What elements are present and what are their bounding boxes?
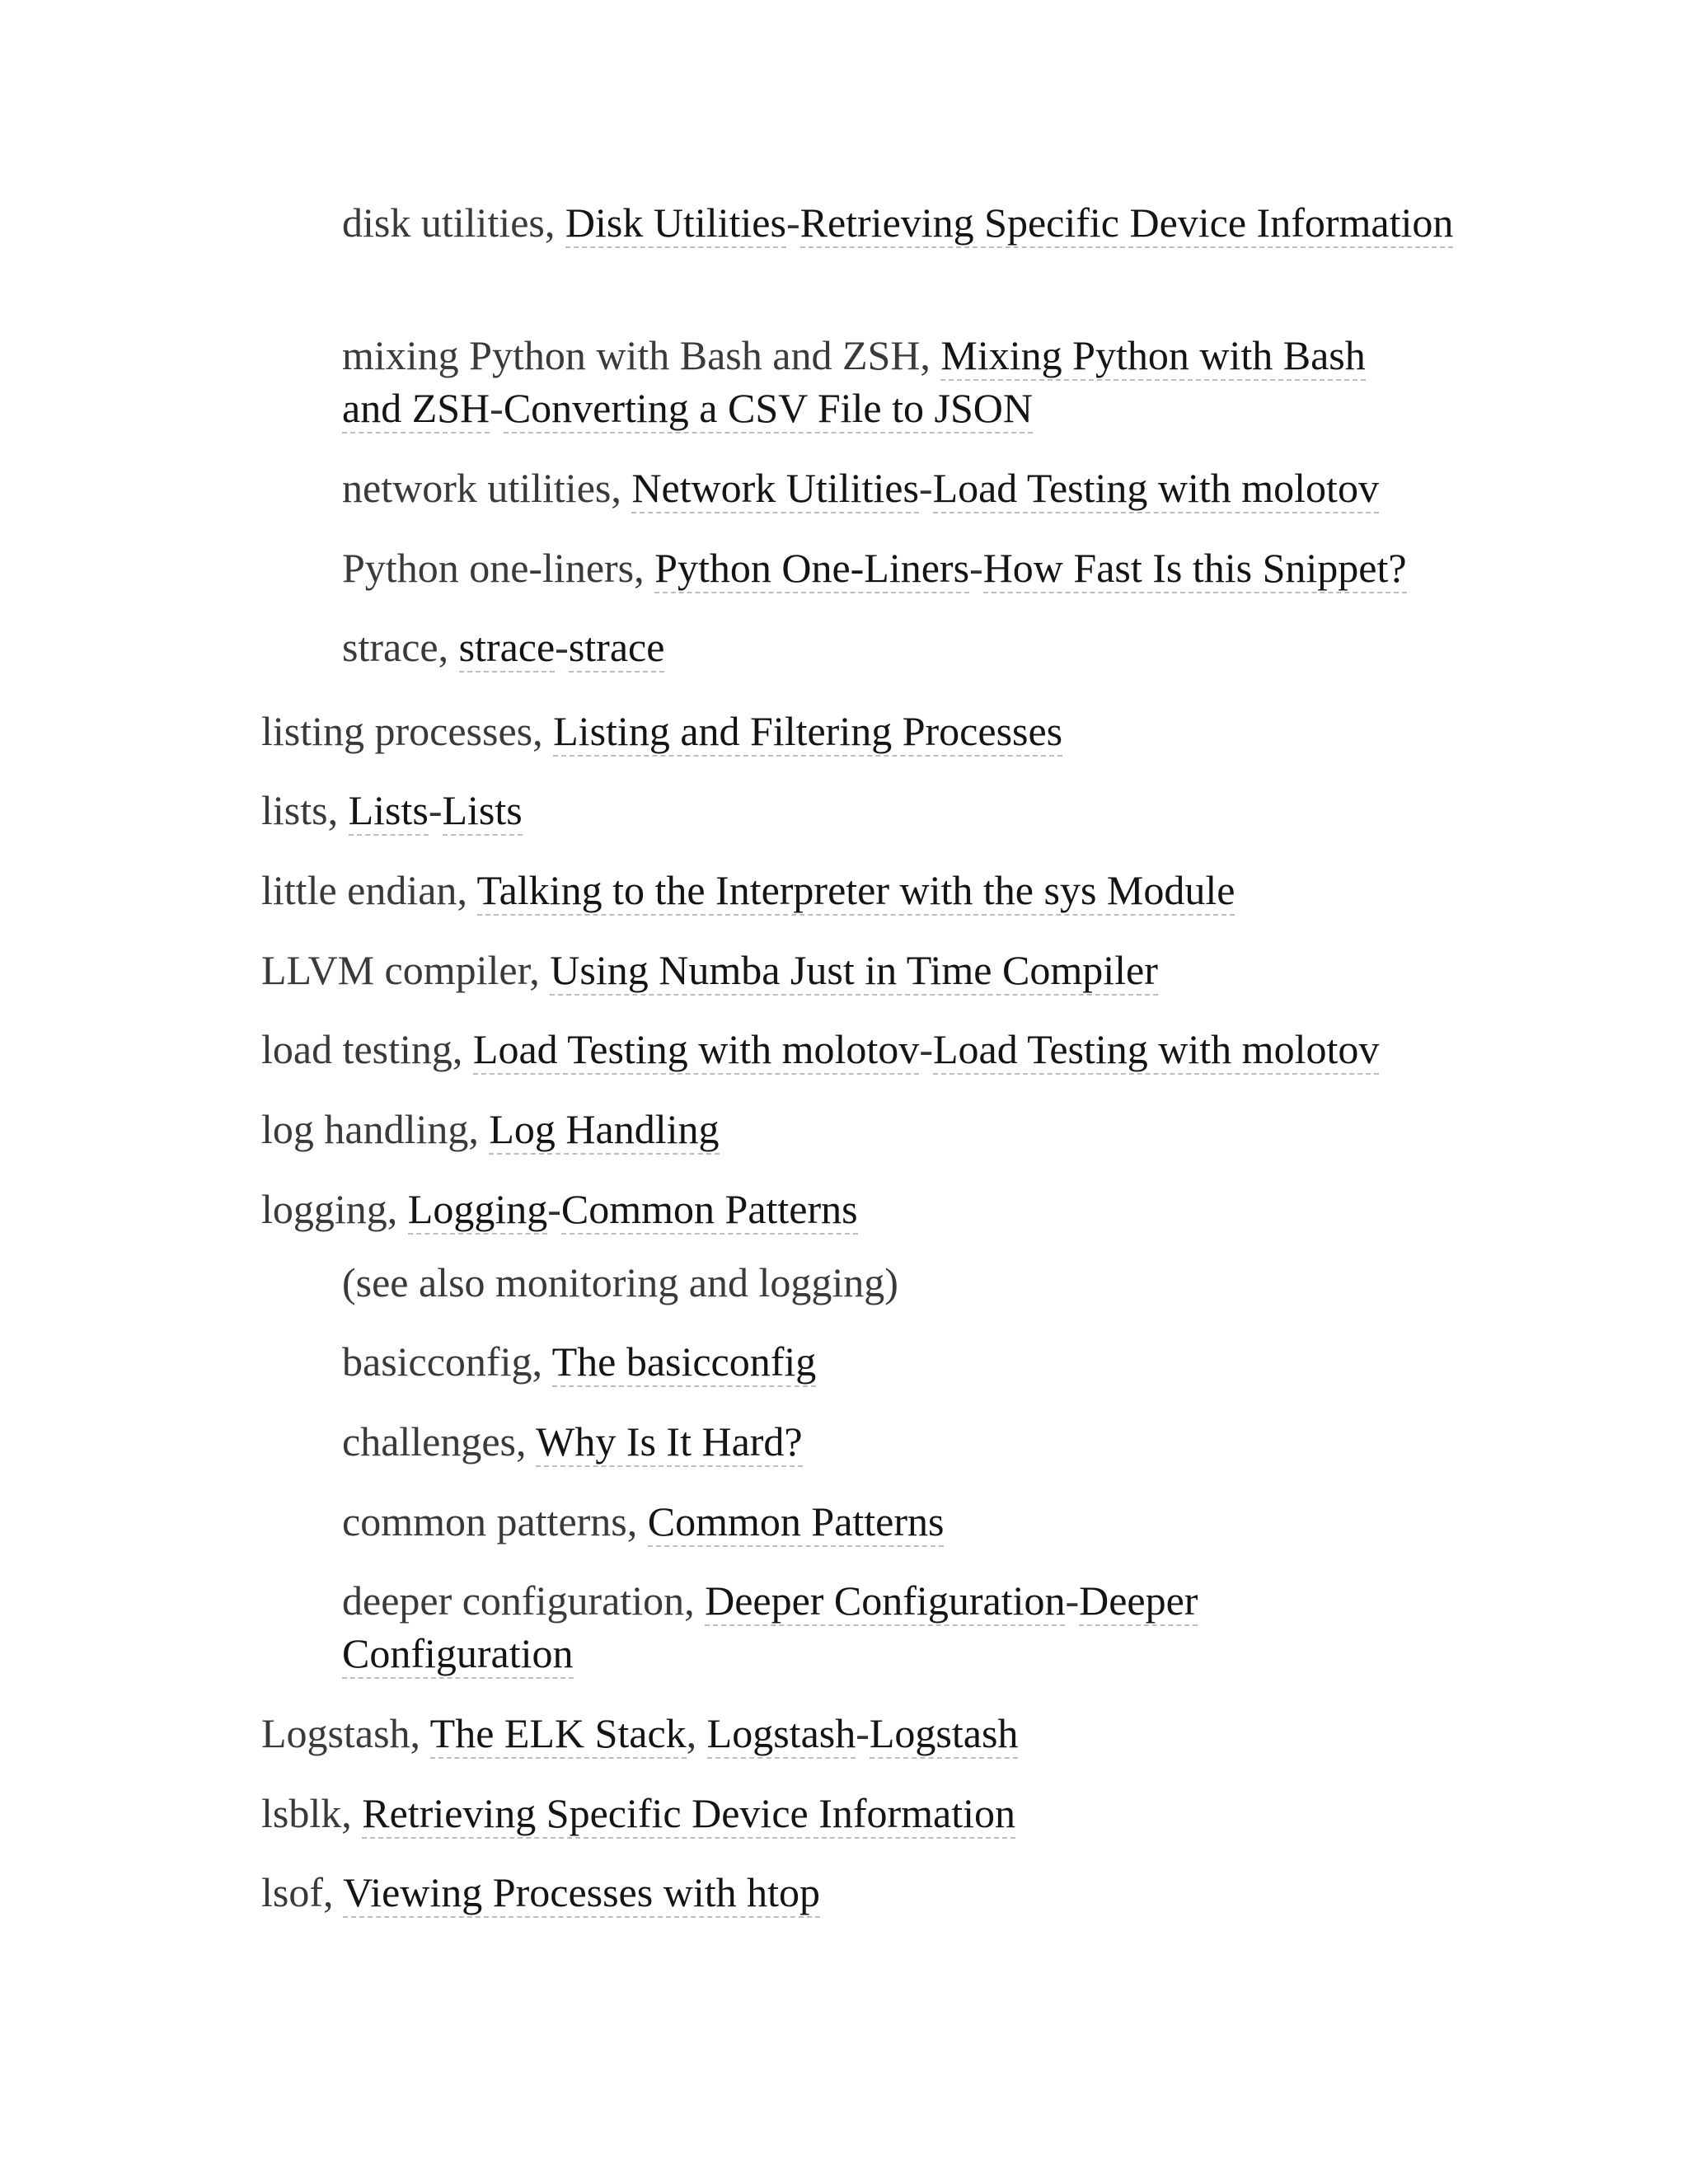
index-link[interactable]: The ELK Stack (430, 1710, 687, 1759)
index-term: lsof (261, 1869, 323, 1915)
index-link[interactable]: Logstash (707, 1710, 856, 1759)
index-subentry: network utilities, Network Utilities-Load Testing with molotov (342, 462, 1379, 514)
index-link[interactable]: Talking to the Interpreter with the sys Module (477, 867, 1236, 916)
index-link[interactable]: Converting a CSV File to JSON (504, 385, 1033, 434)
index-subentry: Python one-liners, Python One-Liners-How Fast Is this Snippet? (342, 541, 1407, 594)
index-link[interactable]: Logstash (870, 1710, 1019, 1759)
index-link[interactable]: strace (569, 624, 665, 673)
index-subentry: deeper configuration, Deeper Configuration-Deeper Configuration (342, 1574, 1232, 1680)
index-entry: lsof, Viewing Processes with htop (261, 1866, 820, 1919)
index-term: LLVM compiler (261, 947, 530, 993)
index-term: lists (261, 787, 328, 833)
index-entry: LLVM compiler, Using Numba Just in Time Compiler (261, 944, 1158, 996)
index-term: common patterns (342, 1498, 627, 1544)
index-term: lsblk (261, 1790, 342, 1836)
index-subentry: challenges, Why Is It Hard? (342, 1415, 803, 1468)
index-term: little endian (261, 867, 457, 913)
index-link[interactable]: Disk Utilities (565, 199, 786, 248)
index-entry: little endian, Talking to the Interpreter with the sys Module (261, 864, 1235, 916)
index-entry: lists, Lists-Lists (261, 784, 523, 837)
index-term: disk utilities (342, 199, 545, 246)
index-link[interactable]: Using Numba Just in Time Compiler (550, 947, 1158, 996)
index-link[interactable]: Lists (349, 787, 429, 836)
index-entry: listing processes, Listing and Filtering Processes (261, 705, 1062, 757)
index-see-also (342, 1256, 898, 1309)
index-link[interactable]: Common Patterns (648, 1498, 945, 1547)
index-link[interactable]: Mixing Python with Bash and ZSH (342, 332, 1366, 434)
index-link[interactable]: Deeper Configuration (705, 1577, 1065, 1626)
index-subentry: strace, strace-strace (342, 621, 664, 673)
see-also-text: (see also monitoring and logging) (342, 1259, 898, 1305)
index-subentry: mixing Python with Bash and ZSH, Mixing Python with Bash and ZSH-Converting a CSV File to JSON (342, 329, 1414, 434)
index-link[interactable]: Common Patterns (561, 1186, 858, 1235)
index-entry: Logstash, The ELK Stack, Logstash-Logstash (261, 1707, 1018, 1760)
index-term: challenges (342, 1418, 517, 1465)
index-term: listing processes (261, 708, 533, 754)
index-term: logging (261, 1186, 387, 1232)
index-link[interactable]: Why Is It Hard? (536, 1418, 803, 1467)
index-term: Logstash (261, 1710, 410, 1756)
index-subentry: basicconfig, The basicconfig (342, 1335, 816, 1388)
index-link[interactable]: Log Handling (489, 1106, 719, 1155)
index-link[interactable]: Lists (443, 787, 523, 836)
index-link[interactable]: Logging (408, 1186, 547, 1235)
index-link[interactable]: How Fast Is this Snippet? (983, 545, 1407, 593)
index-link[interactable]: Retrieving Specific Device Information (362, 1790, 1015, 1839)
index-link[interactable]: Load Testing with molotov (933, 1026, 1379, 1075)
index-term: basicconfig (342, 1338, 532, 1385)
index-entry: logging, Logging-Common Patterns (261, 1183, 858, 1235)
index-term: mixing Python with Bash and ZSH (342, 332, 921, 378)
index-link[interactable]: The basicconfig (552, 1338, 817, 1387)
index-subentry: common patterns, Common Patterns (342, 1495, 944, 1548)
index-entry: log handling, Log Handling (261, 1103, 720, 1155)
index-link[interactable]: Network Utilities (631, 465, 919, 513)
index-link[interactable]: Listing and Filtering Processes (553, 708, 1062, 757)
index-link[interactable]: Retrieving Specific Device Information (800, 199, 1454, 248)
index-link[interactable]: Load Testing with molotov (473, 1026, 919, 1075)
index-term: Python one-liners (342, 545, 635, 591)
index-entry: load testing, Load Testing with molotov-Load Testing with molotov (261, 1023, 1379, 1076)
index-link[interactable]: Python One-Liners (654, 545, 969, 593)
index-term: strace (342, 624, 438, 670)
index-term: network utilities (342, 465, 612, 511)
index-term: load testing (261, 1026, 452, 1072)
index-term: deeper configuration (342, 1577, 685, 1624)
index-term: log handling (261, 1106, 469, 1152)
index-link[interactable]: Viewing Processes with htop (343, 1869, 820, 1918)
index-link[interactable]: strace (459, 624, 556, 673)
index-entry: lsblk, Retrieving Specific Device Information (261, 1787, 1015, 1840)
index-link[interactable]: Deeper Configuration (342, 1577, 1198, 1679)
index-subentry: disk utilities, Disk Utilities-Retrieving Specific Device Information (342, 196, 1453, 249)
index-link[interactable]: Load Testing with molotov (933, 465, 1379, 513)
